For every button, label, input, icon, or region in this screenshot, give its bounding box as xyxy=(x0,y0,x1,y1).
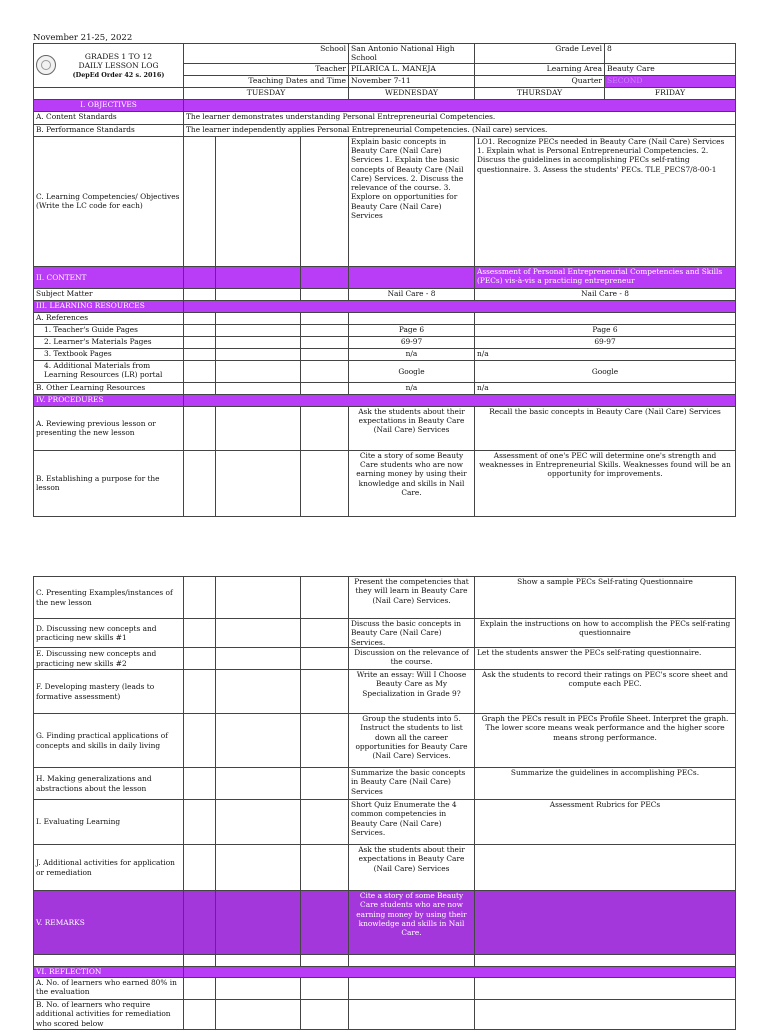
lc-thursday: LO1. Recognize PECs needed in Beauty Care (Nail Care) Services 1. Explain what is Personal Entrepreneurial Competencies. 2. Discuss the guidelines in accomplishing PECs self-rating questionnaire. 3. Assess the students' PECs. TLE_PECS7/8-00-1 xyxy=(475,136,736,266)
learners-materials-label: 2. Learner's Materials Pages xyxy=(34,336,184,348)
section-remarks: V. REMARKS xyxy=(34,891,184,955)
lc-wednesday: Explain basic concepts in Beauty Care (Nail Care) Services 1. Explain the basic concepts of Beauty Care (Nail Care) Services. 2. Discuss the relevance of the course. 3. Explore on opportunities for Beauty Care (Nail Care) Services xyxy=(349,136,475,266)
procedure-d-wednesday: Discuss the basic concepts in Beauty Care (Nail Care) Services. xyxy=(349,619,475,648)
day-header-wednesday: WEDNESDAY xyxy=(349,87,475,99)
additional-materials-wednesday: Google xyxy=(349,360,475,382)
procedure-j-wednesday: Ask the students about their expectations in Beauty Care (Nail Care) Services xyxy=(349,845,475,891)
procedure-d-thursday: Explain the instructions on how to accomplish the PECs self-rating questionnaire xyxy=(475,619,736,648)
procedure-h-label: H. Making generalizations and abstractions about the lesson xyxy=(34,768,184,800)
header-title-block xyxy=(34,44,184,88)
school-label: School xyxy=(184,44,349,64)
other-resources-wednesday: n/a xyxy=(349,382,475,394)
grade-level-label: Grade Level xyxy=(475,44,605,64)
reflection-a-label: A. No. of learners who earned 80% in the evaluation xyxy=(34,978,184,1000)
procedure-f-thursday: Ask the students to record their ratings on PEC's score sheet and compute each PEC. xyxy=(475,670,736,714)
day-header-thursday: THURSDAY xyxy=(475,87,605,99)
procedure-i-wednesday: Short Quiz Enumerate the 4 common competencies in Beauty Care (Nail Care) Services. xyxy=(349,800,475,845)
procedure-e-label: E. Discussing new concepts and practicing new skills #2 xyxy=(34,648,184,670)
section-learning-resources: III. LEARNING RESOURCES xyxy=(34,300,184,312)
procedure-f-wednesday: Write an essay: Will I Choose Beauty Care as My Specialization in Grade 9? xyxy=(349,670,475,714)
content-thursday: Assessment of Personal Entrepreneurial Competencies and Skills (PECs) vis-à-vis a practicing entrepreneur xyxy=(475,266,736,288)
subject-matter-thursday: Nail Care - 8 xyxy=(475,288,736,300)
section-reflection: VI. REFLECTION xyxy=(34,967,184,978)
procedure-a-label: A. Reviewing previous lesson or presenting the new lesson xyxy=(34,406,184,450)
teacher-value: PILARICA L. MANEJA xyxy=(349,63,475,75)
procedure-g-wednesday: Group the students into 5. Instruct the students to list down all the career opportunities for Beauty Care (Nail Care) Services. xyxy=(349,714,475,768)
school-value: San Antonio National High School xyxy=(349,44,475,64)
textbook-pages-thursday: n/a xyxy=(475,348,736,360)
remarks-wednesday: Cite a story of some Beauty Care students who are now earning money by using their knowledge and skills in Nail Care. xyxy=(349,891,475,955)
procedure-d-label: D. Discussing new concepts and practicing new skills #1 xyxy=(34,619,184,648)
procedure-b-wednesday: Cite a story of some Beauty Care students who are now earning money by using their knowledge and skills in Nail Care. xyxy=(349,450,475,516)
section-objectives: I. OBJECTIVES xyxy=(34,99,184,111)
header-title-dll: DAILY LESSON LOG xyxy=(78,61,159,71)
procedure-c-wednesday: Present the competencies that they will learn in Beauty Care (Nail Care) Services. xyxy=(349,577,475,619)
procedure-h-thursday: Summarize the guidelines in accomplishing PECs. xyxy=(475,768,736,800)
procedure-g-label: G. Finding practical applications of concepts and skills in daily living xyxy=(34,714,184,768)
day-header-friday: FRIDAY xyxy=(605,87,736,99)
references-label: A. References xyxy=(34,312,184,324)
reflection-b-label: B. No. of learners who require additional activities for remediation who scored below xyxy=(34,1000,184,1030)
procedure-h-wednesday: Summarize the basic concepts in Beauty Care (Nail Care) Services xyxy=(349,768,475,800)
section-content: II. CONTENT xyxy=(34,266,184,288)
textbook-pages-label: 3. Textbook Pages xyxy=(34,348,184,360)
additional-materials-thursday: Google xyxy=(475,360,736,382)
procedure-i-thursday: Assessment Rubrics for PECs xyxy=(475,800,736,845)
learning-competencies-label: C. Learning Competencies/ Objectives (Write the LC code for each) xyxy=(34,136,184,266)
teachers-guide-thursday: Page 6 xyxy=(475,324,736,336)
subject-matter-wednesday: Nail Care - 8 xyxy=(349,288,475,300)
teachers-guide-wednesday: Page 6 xyxy=(349,324,475,336)
lesson-log-table-page1 xyxy=(33,43,736,517)
lesson-log-table-page2 xyxy=(33,576,736,1030)
quarter-label: Quarter xyxy=(475,75,605,87)
subject-matter-label: Subject Matter xyxy=(34,288,184,300)
other-resources-thursday: n/a xyxy=(475,382,736,394)
textbook-pages-wednesday: n/a xyxy=(349,348,475,360)
grade-level-value: 8 xyxy=(605,44,736,64)
procedure-c-label: C. Presenting Examples/instances of the new lesson xyxy=(34,577,184,619)
date-range: November 21-25, 2022 xyxy=(33,33,133,43)
performance-standards-label: B. Performance Standards xyxy=(34,124,184,136)
learners-materials-wednesday: 69-97 xyxy=(349,336,475,348)
performance-standards-value: The learner independently applies Personal Entrepreneurial Competencies. (Nail care) services. xyxy=(184,124,736,136)
teachers-guide-label: 1. Teacher's Guide Pages xyxy=(34,324,184,336)
procedure-i-label: I. Evaluating Learning xyxy=(34,800,184,845)
procedure-a-wednesday: Ask the students about their expectations in Beauty Care (Nail Care) Services xyxy=(349,406,475,450)
content-standards-label: A. Content Standards xyxy=(34,111,184,124)
additional-materials-label: 4. Additional Materials from Learning Resources (LR) portal xyxy=(34,360,184,382)
deped-seal-icon xyxy=(36,55,56,75)
procedure-j-label: J. Additional activities for application or remediation xyxy=(34,845,184,891)
header-title-grades: GRADES 1 TO 12 xyxy=(84,52,153,61)
procedure-g-thursday: Graph the PECs result in PECs Profile Sheet. Interpret the graph. The lower score means weak performance and the higher score means strong performance. xyxy=(475,714,736,768)
procedure-e-wednesday: Discussion on the relevance of the course. xyxy=(349,648,475,670)
learners-materials-thursday: 69-97 xyxy=(475,336,736,348)
procedure-c-thursday: Show a sample PECs Self-rating Questionnaire xyxy=(475,577,736,619)
procedure-f-label: F. Developing mastery (leads to formative assessment) xyxy=(34,670,184,714)
section-procedures: IV. PROCEDURES xyxy=(34,394,184,406)
teaching-dates-value: November 7-11 xyxy=(349,75,475,87)
learning-area-label: Learning Area xyxy=(475,63,605,75)
other-resources-label: B. Other Learning Resources xyxy=(34,382,184,394)
content-standards-value: The learner demonstrates understanding Personal Entrepreneurial Competencies. xyxy=(184,111,736,124)
learning-area-value: Beauty Care xyxy=(605,63,736,75)
quarter-value: SECOND xyxy=(605,75,736,87)
procedure-b-label: B. Establishing a purpose for the lesson xyxy=(34,450,184,516)
procedure-e-thursday: Let the students answer the PECs self-rating questionnaire. xyxy=(475,648,736,670)
procedure-a-thursday: Recall the basic concepts in Beauty Care (Nail Care) Services xyxy=(475,406,736,450)
procedure-b-thursday: Assessment of one's PEC will determine one's strength and weaknesses in Entrepreneurial Skills. Weaknesses found will be an opportunity for improvements. xyxy=(475,450,736,516)
header-deped-order: (DepEd Order 42 s. 2016) xyxy=(72,70,165,79)
teacher-label: Teacher xyxy=(184,63,349,75)
teaching-dates-label: Teaching Dates and Time xyxy=(184,75,349,87)
day-header-tuesday: TUESDAY xyxy=(184,87,349,99)
